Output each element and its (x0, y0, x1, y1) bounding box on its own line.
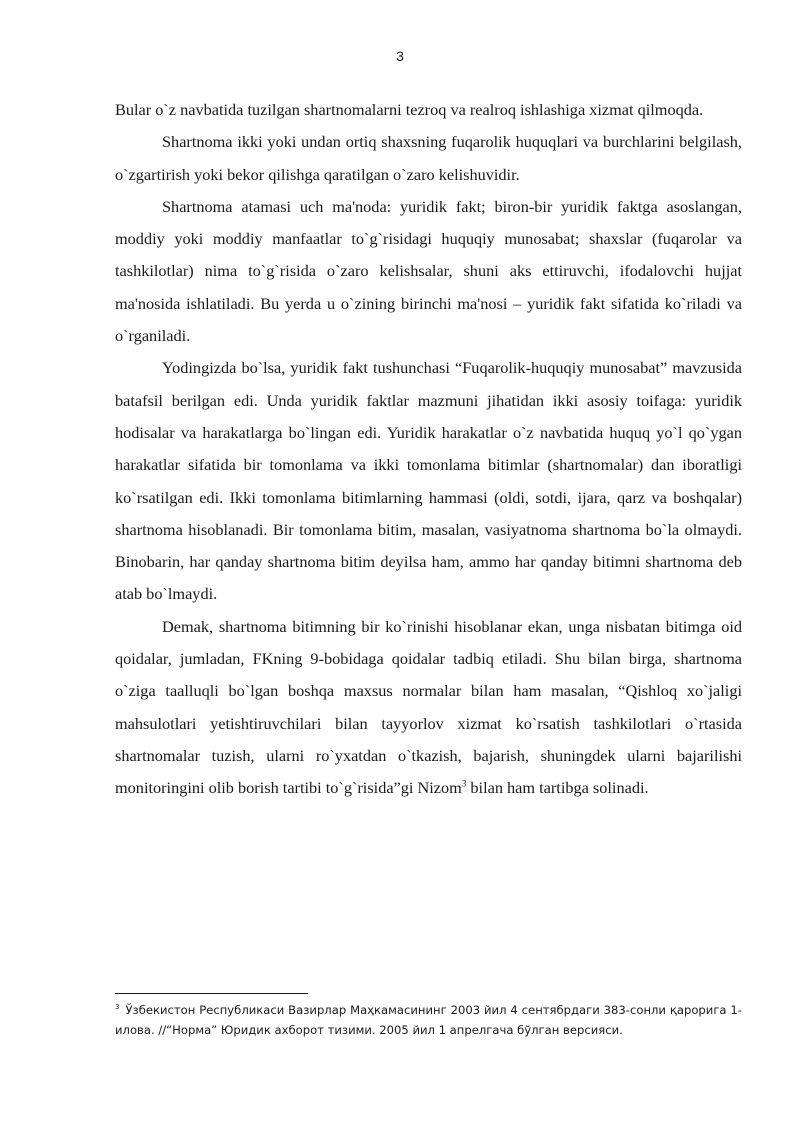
paragraph-3: Shartnoma atamasi uch ma'noda: yuridik fakt; biron-bir yuridik faktga asoslangan, moddiy yoki moddiy manfaatlar to`g`risidagi huquqiy munosabat; shaxslar (fuqarolar va tashkilotlar) nima to`g`risida o`zaro kelishsalar, shuni aks ettiruvchi, ifodalovchi hujjat ma'nosida ishlatiladi. Bu yerda u o`zining birinchi ma'nosi – yuridik fakt sifatida ko`riladi va o`rganiladi. (115, 196, 742, 346)
paragraph-5-text: Demak, shartnoma bitimning bir ko`rinishi hisoblanar ekan, unga nisbatan bitimga oid qoidalar, jumladan, FKning 9-bobidaga qoidalar tadbiq etiladi. Shu bilan birga, shartnoma o`ziga taalluqli bo`lgan boshqa maxsus normalar bilan ham masalan, “Qishloq xo`jaligi mahsulotlari yetishtiruvchilari bilan tayyorlov xizmat ko`rsatish tashkilotlari o`rtasida shartnomalar tuzish, ularni ro`yxatdan o`tkazish, bajarish, shuningdek ularni bajarilishi monitoringini olib borish tartibi to`g`risida”gi Nizom (115, 616, 742, 798)
document-body (115, 94, 742, 805)
paragraph-4: Yodingizda bo`lsa, yuridik fakt tushunchasi “Fuqarolik-huquqiy munosabat” mavzusida batafsil berilgan edi. Unda yuridik faktlar mazmuni jihatidan ikki asosiy toifaga: yuridik hodisalar va harakatlarga bo`lingan edi. Yuridik harakatlar o`z navbatida huquq yo`l qo`ygan harakatlar sifatida bir tomonlama va ikki tomonlama bitimlar (shartnomalar) dan iboratligi ko`rsatilgan edi. Ikki tomonlama bitimlarning hammasi (oldi, sotdi, ijara, qarz va boshqalar) shartnoma hisoblanadi. Bir tomonlama bitim, masalan, vasiyatnoma shartnoma bo`la olmaydi. Binobarin, har qanday shartnoma bitim deyilsa ham, ammo har qanday bitimni shartnoma deb atab bo`lmaydi. (115, 358, 742, 604)
paragraph-2: Shartnoma ikki yoki undan ortiq shaxsning fuqarolik huquqlari va burchlarini belgilash, o`zgartirish yoki bekor qilishga qaratilgan o`zaro kelishuvidir. (115, 132, 742, 184)
footnote-reference[interactable]: 3 (461, 778, 467, 789)
footnote (115, 1000, 742, 1040)
paragraph-5 (115, 611, 742, 805)
paragraph-5-text-after: bilan ham tartibga solinadi. (466, 778, 649, 798)
paragraph-1: Bular o`z navbatida tuzilgan shartnomalarni tezroq va realroq ishlashiga xizmat qilmoqda. (115, 100, 704, 119)
page-number: 3 (396, 48, 404, 64)
footnote-text: Ўзбекистон Республикаси Вазирлар Маҳкамасининг 2003 йил 4 сентябрдаги 383-сонли қарорига 1-илова. //“Норма” Юридик ахборот тизими. 2005 йил 1 апрелгача бўлган версияси. (115, 1003, 742, 1037)
footnote-separator (115, 993, 308, 994)
footnote-marker: 3 (115, 1003, 120, 1012)
